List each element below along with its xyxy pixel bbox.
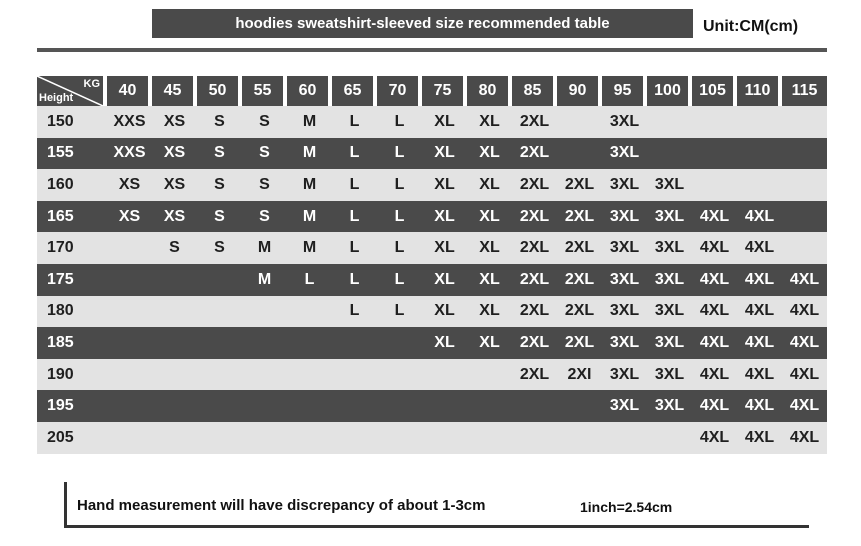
size-cell (332, 327, 377, 359)
size-cell: S (197, 106, 242, 138)
corner-height-label: Height (39, 92, 74, 104)
table-row (37, 138, 827, 170)
size-cell (107, 296, 152, 328)
size-cell (287, 296, 332, 328)
size-cell: M (242, 264, 287, 296)
size-cell: 3XL (647, 296, 692, 328)
size-cell: XL (422, 169, 467, 201)
height-cell: 155 (37, 138, 107, 170)
size-table (37, 76, 827, 454)
size-cell: 4XL (737, 296, 782, 328)
size-cell: L (332, 232, 377, 264)
size-cell (197, 264, 242, 296)
weight-header-cell: 50 (197, 76, 242, 106)
size-cell: 2XL (557, 327, 602, 359)
size-cell (737, 138, 782, 170)
size-cell: L (377, 264, 422, 296)
size-cell (557, 106, 602, 138)
size-cell: 3XL (647, 390, 692, 422)
weight-header-cell: 90 (557, 76, 602, 106)
size-cell (377, 422, 422, 454)
size-cell (107, 422, 152, 454)
size-cell: 4XL (737, 422, 782, 454)
table-row (37, 296, 827, 328)
size-cell: XL (422, 201, 467, 233)
corner-kg-label: KG (83, 78, 100, 90)
size-cell (287, 327, 332, 359)
size-cell: XXS (107, 106, 152, 138)
size-cell (242, 390, 287, 422)
size-cell: 4XL (782, 264, 827, 296)
size-cell (152, 264, 197, 296)
size-cell: 2XL (557, 232, 602, 264)
size-cell: 3XL (647, 232, 692, 264)
size-cell: XL (467, 296, 512, 328)
size-cell: L (377, 169, 422, 201)
size-cell: 3XL (647, 359, 692, 391)
size-cell: L (377, 138, 422, 170)
size-cell: L (377, 296, 422, 328)
size-cell: XL (422, 296, 467, 328)
size-cell: M (242, 232, 287, 264)
size-cell (107, 232, 152, 264)
size-cell: XL (422, 264, 467, 296)
table-row (37, 264, 827, 296)
size-cell: 3XL (602, 138, 647, 170)
weight-header-cell: 110 (737, 76, 782, 106)
size-cell: XL (467, 232, 512, 264)
size-cell: XL (467, 169, 512, 201)
size-cell: 3XL (602, 264, 647, 296)
weight-header-cell: 100 (647, 76, 692, 106)
height-cell: 185 (37, 327, 107, 359)
size-cell: 4XL (782, 390, 827, 422)
size-cell (152, 390, 197, 422)
height-cell: 165 (37, 201, 107, 233)
size-cell: 3XL (602, 359, 647, 391)
size-cell (242, 422, 287, 454)
size-cell: 2XL (512, 232, 557, 264)
size-cell (557, 390, 602, 422)
size-cell: 2XL (512, 169, 557, 201)
size-cell: M (287, 169, 332, 201)
weight-header-cell: 80 (467, 76, 512, 106)
size-cell: M (287, 201, 332, 233)
size-cell (557, 422, 602, 454)
size-cell (782, 232, 827, 264)
size-cell (647, 422, 692, 454)
height-cell: 205 (37, 422, 107, 454)
size-cell (197, 327, 242, 359)
size-cell: L (332, 138, 377, 170)
size-cell: 4XL (737, 264, 782, 296)
size-cell (737, 169, 782, 201)
size-cell: S (197, 232, 242, 264)
table-row (37, 169, 827, 201)
size-cell: 4XL (692, 359, 737, 391)
size-cell: 4XL (692, 422, 737, 454)
size-cell: 2XL (557, 169, 602, 201)
weight-header-cell: 70 (377, 76, 422, 106)
size-cell: XL (467, 201, 512, 233)
weight-header-cell: 95 (602, 76, 647, 106)
size-cell: 4XL (692, 232, 737, 264)
table-row (37, 327, 827, 359)
size-cell: XL (422, 232, 467, 264)
size-cell (197, 422, 242, 454)
size-cell: XS (107, 169, 152, 201)
size-cell: 4XL (692, 327, 737, 359)
size-cell: S (242, 106, 287, 138)
size-cell (512, 422, 557, 454)
table-row (37, 359, 827, 391)
size-cell: 2XL (512, 327, 557, 359)
size-cell (242, 296, 287, 328)
size-cell: S (197, 201, 242, 233)
size-cell: S (152, 232, 197, 264)
unit-label: Unit:CM(cm) (703, 18, 799, 35)
size-cell (152, 422, 197, 454)
size-cell: XL (467, 264, 512, 296)
size-cell: 2XI (557, 359, 602, 391)
size-cell: 3XL (602, 327, 647, 359)
size-cell: 3XL (602, 169, 647, 201)
size-cell (602, 422, 647, 454)
size-cell (107, 390, 152, 422)
size-cell (692, 138, 737, 170)
size-cell: S (197, 138, 242, 170)
size-cell: M (287, 106, 332, 138)
size-cell: 4XL (782, 296, 827, 328)
size-cell: 3XL (602, 106, 647, 138)
size-cell (422, 390, 467, 422)
size-cell (242, 327, 287, 359)
weight-header-cell: 55 (242, 76, 287, 106)
size-cell: L (332, 201, 377, 233)
size-cell: 3XL (647, 327, 692, 359)
size-cell: L (377, 106, 422, 138)
size-cell (377, 327, 422, 359)
size-cell: M (287, 138, 332, 170)
size-cell (152, 296, 197, 328)
size-cell (647, 106, 692, 138)
size-cell: XL (467, 327, 512, 359)
size-cell: 2XL (512, 201, 557, 233)
size-cell (107, 264, 152, 296)
size-cell: XS (152, 201, 197, 233)
size-cell: 2XL (512, 138, 557, 170)
size-cell (737, 106, 782, 138)
size-cell: 4XL (782, 422, 827, 454)
size-cell (152, 359, 197, 391)
size-cell: 4XL (692, 201, 737, 233)
size-cell: L (332, 296, 377, 328)
size-cell (782, 138, 827, 170)
size-cell (287, 422, 332, 454)
size-cell: 3XL (647, 201, 692, 233)
measurement-note: Hand measurement will have discrepancy of about 1-3cm (77, 497, 486, 514)
size-cell (152, 327, 197, 359)
size-cell: XS (107, 201, 152, 233)
size-cell (422, 359, 467, 391)
size-cell (422, 422, 467, 454)
size-cell: XS (152, 169, 197, 201)
weight-header-cell: 40 (107, 76, 152, 106)
size-cell (332, 390, 377, 422)
size-cell: S (242, 201, 287, 233)
size-cell (377, 390, 422, 422)
size-cell: 2XL (557, 264, 602, 296)
size-cell (107, 327, 152, 359)
size-cell (332, 422, 377, 454)
size-cell: L (377, 201, 422, 233)
size-cell (467, 390, 512, 422)
size-cell (782, 201, 827, 233)
weight-header-cell: 65 (332, 76, 377, 106)
weight-header-row (37, 76, 827, 106)
height-cell: 150 (37, 106, 107, 138)
weight-header-cell: 45 (152, 76, 197, 106)
size-cell: XL (422, 327, 467, 359)
size-cell (647, 138, 692, 170)
height-cell: 170 (37, 232, 107, 264)
size-cell (287, 359, 332, 391)
size-cell (287, 390, 332, 422)
size-cell: XS (152, 106, 197, 138)
size-cell: 2XL (557, 201, 602, 233)
size-cell: 2XL (512, 106, 557, 138)
size-cell: 4XL (737, 327, 782, 359)
size-cell: 4XL (737, 359, 782, 391)
size-cell (467, 359, 512, 391)
size-cell: 2XL (557, 296, 602, 328)
size-cell: L (332, 169, 377, 201)
inch-conversion: 1inch=2.54cm (580, 499, 673, 515)
table-row (37, 201, 827, 233)
size-cell: 4XL (782, 327, 827, 359)
weight-header-cell: 115 (782, 76, 827, 106)
size-cell (782, 106, 827, 138)
size-cell: 2XL (512, 296, 557, 328)
size-cell: XL (467, 138, 512, 170)
size-cell: 4XL (692, 390, 737, 422)
height-cell: 175 (37, 264, 107, 296)
size-cell (692, 106, 737, 138)
table-row (37, 422, 827, 454)
table-row (37, 390, 827, 422)
size-cell (107, 359, 152, 391)
table-row (37, 232, 827, 264)
size-cell (692, 169, 737, 201)
size-cell: 2XL (512, 264, 557, 296)
size-cell: XL (467, 106, 512, 138)
weight-header-cell: 60 (287, 76, 332, 106)
top-divider (37, 48, 827, 52)
size-cell: 3XL (602, 296, 647, 328)
table-row (37, 106, 827, 138)
corner-header-cell (37, 76, 107, 106)
size-cell (782, 169, 827, 201)
size-cell (197, 359, 242, 391)
weight-header-cell: 75 (422, 76, 467, 106)
size-cell: 3XL (602, 201, 647, 233)
size-cell (197, 296, 242, 328)
size-cell: XXS (107, 138, 152, 170)
size-cell: S (242, 169, 287, 201)
size-cell: 3XL (602, 390, 647, 422)
size-cell: 3XL (647, 169, 692, 201)
size-cell: 4XL (737, 232, 782, 264)
size-cell: 2XL (512, 359, 557, 391)
size-cell (467, 422, 512, 454)
size-cell: XL (422, 106, 467, 138)
size-cell: L (332, 106, 377, 138)
size-cell: 4XL (737, 201, 782, 233)
size-cell: M (287, 232, 332, 264)
weight-header-cell: 85 (512, 76, 557, 106)
height-cell: 190 (37, 359, 107, 391)
size-cell: L (332, 264, 377, 296)
size-cell: 4XL (692, 296, 737, 328)
table-title: hoodies sweatshirt-sleeved size recommended table (152, 9, 693, 38)
size-cell (377, 359, 422, 391)
height-cell: 195 (37, 390, 107, 422)
size-cell: 4XL (692, 264, 737, 296)
weight-header-cell: 105 (692, 76, 737, 106)
size-cell (512, 390, 557, 422)
height-cell: 160 (37, 169, 107, 201)
size-cell: S (242, 138, 287, 170)
size-cell: XL (422, 138, 467, 170)
size-cell: L (377, 232, 422, 264)
height-cell: 180 (37, 296, 107, 328)
size-cell (242, 359, 287, 391)
size-cell: S (197, 169, 242, 201)
size-cell (197, 390, 242, 422)
size-cell: 3XL (602, 232, 647, 264)
size-cell: 3XL (647, 264, 692, 296)
size-cell: 4XL (737, 390, 782, 422)
size-cell: L (287, 264, 332, 296)
size-cell (557, 138, 602, 170)
size-cell: 4XL (782, 359, 827, 391)
size-cell: XS (152, 138, 197, 170)
size-cell (332, 359, 377, 391)
